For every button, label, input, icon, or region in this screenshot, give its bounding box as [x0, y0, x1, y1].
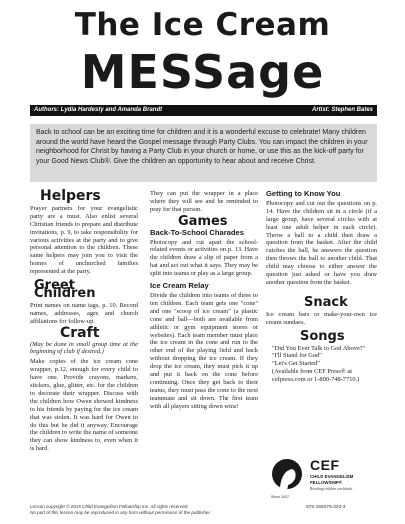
greet-text: Print names on name tags, p. 10. Record names, addresses, ages and church affiliations for follow-up.: [30, 301, 138, 325]
charades-text: Photocopy and cut apart the school-related events or activities on p. 13. Have the children draw a slip of paper from a hat and act out what it says. They may be split into teams or play as a large group.: [150, 238, 258, 278]
relay-heading: Ice Cream Relay: [150, 281, 209, 291]
song-1: "Did You Ever Talk to God Above?": [272, 344, 366, 352]
helpers-text: Prayer partners for your evangelistic party are a must. Also enlist several Christian friends to prepare and distribute invitations, p. 9, to take responsibility for various activities at the party and to give personal attention to the children. These same helpers may join you to visit the homes of unchurched families represented at the party.: [30, 204, 138, 276]
copyright-footer: [30, 504, 211, 516]
authors-text: Authors: Lydia Hardesty and Amanda Brandt: [34, 107, 163, 113]
craft-text: Make copies of the ice cream cone wrapper, p.12, enough for every child to have one. Provide crayons, markers, stickers, glue, glitter, etc. for the children to decorate their wrapper. Discuss with the children how Owen showed kindness to his friends by paying for the ice cream that was stolen. It was hard for Owen to do this but he did it anyway. Encourage the children to write the name of someone they can show kindness to, even when it is hard.: [30, 358, 138, 453]
column-2: [150, 190, 258, 415]
column-3: [266, 190, 377, 384]
craft-continued-text: They can put the wrapper in a place where they will see and be reminded to pray for that person.: [150, 190, 258, 213]
greet-heading: Greet Children: [34, 278, 96, 301]
snack-text: Ice cream bars or make-your-own ice cream sundaes.: [266, 310, 377, 326]
copyright-line-2: No part of this lesson may be reproduced in any form without permission of the publisher.: [30, 510, 212, 515]
craft-note: (May be done in small group time at the beginning of club if desired.): [30, 340, 138, 356]
know-text: Photocopy and cut out the questions on p. 14. Have the children sit in a circle (if a large group, have several circles with at least one adult helper in each circle). Throw a ball to a child then draw a question from the basket. After the child catches the ball, he answers the question then throws the ball to another child. That child may choose to either answer the question just asked or have you draw another question from the basket.: [266, 199, 377, 286]
author-bar: [30, 105, 377, 116]
logo-tagline: Reaching children worldwide: [310, 487, 353, 491]
relay-text: Divide the children into teams of three to ten children. Each team gets one "cone" and one "scoop of ice cream" (a plastic cone and ball—both are available from athletic or gym equipment stores or websites). Each team member must place the ice cream in the cone and run to the other end of the playing field and back without dropping the ice cream. If they drop the ice cream, they must pick it up and put it back on the cone before continuing. Once they get back to their teams, they must pass the cone to the next teammate and sit down. The first team with all players sitting down wins!: [150, 291, 258, 410]
games-heading: Games: [178, 213, 228, 229]
charades-heading: Back-To-School Charades: [150, 227, 244, 237]
helpers-heading: Helpers: [40, 188, 101, 204]
title-line-2: MESSage: [80, 45, 325, 99]
songs-list: [272, 345, 377, 385]
artist-text: Artist: Stephen Bates: [311, 107, 373, 113]
isbn-number: 978-155076-323-3: [306, 505, 346, 510]
copyright-line-1: Lesson copyright © 2015 Child Evangelism Fellowship Inc. All rights reserved.: [30, 504, 189, 509]
child-silhouette-icon: [270, 457, 304, 497]
cef-logo: [268, 455, 373, 503]
songs-heading: Songs: [300, 328, 345, 344]
intro-box: [30, 124, 377, 182]
logo-name: CEF: [310, 457, 340, 473]
logo-since: Since 1937: [271, 495, 289, 499]
intro-text: Back to school can be an exciting time for children and it is a wonderful excuse to celebrate! Many children around the world have heard the Gospel message through Party Clubs. You can impact the children in your neighborhood for Christ by having a Party Club in your church or home, or use this as the kick-off party for your Good News Club®. Give the children an opportunity to hear about and receive Christ.: [36, 129, 368, 165]
logo-sub-1: CHILD EVANGELISM: [310, 474, 354, 479]
songs-availability: (Available from CEF Press® at cefpress.com or 1-800-748-7710.): [272, 368, 360, 384]
column-1: [30, 190, 138, 457]
know-heading: Getting to Know You: [266, 189, 341, 198]
logo-sub-2: FELLOWSHIP®: [310, 480, 343, 485]
song-2: "I'll Stand for God": [272, 352, 322, 360]
title-line-1: The Ice Cream: [74, 7, 331, 43]
snack-heading: Snack: [304, 294, 348, 310]
song-3: "Let's Get Started": [272, 360, 320, 368]
craft-heading: Craft: [60, 324, 100, 341]
